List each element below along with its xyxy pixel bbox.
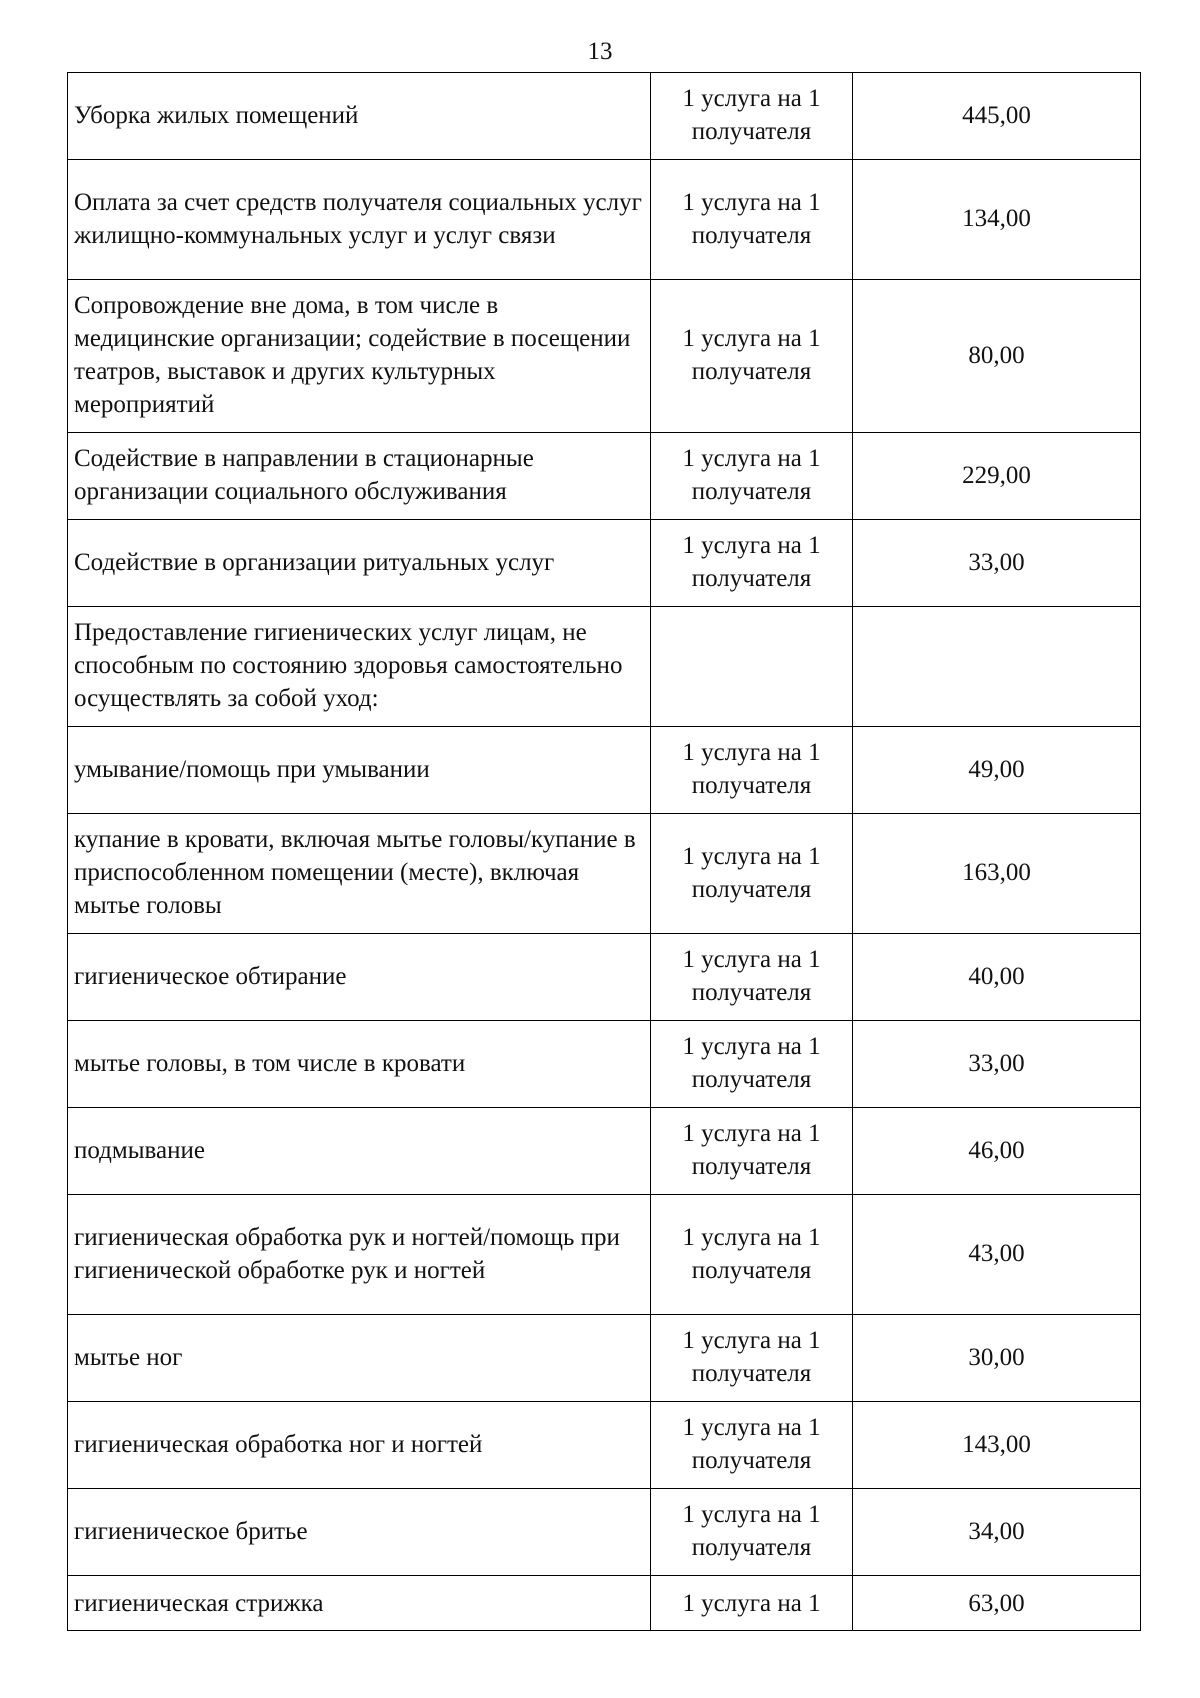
unit-cell: 1 услуга на 1 [651, 1576, 853, 1631]
price-cell: 33,00 [853, 1021, 1141, 1108]
table-row [68, 1402, 1141, 1489]
table-row [68, 1576, 1141, 1631]
table-body [68, 73, 1141, 1631]
unit-cell: 1 услуга на 1 получателя [651, 934, 853, 1021]
unit-cell: 1 услуга на 1 получателя [651, 280, 853, 433]
service-name-cell: мытье ног [68, 1315, 651, 1402]
services-price-table [67, 72, 1141, 1631]
service-name-cell: Оплата за счет средств получателя социальных услуг жилищно-коммунальных услуг и услуг связи [68, 160, 651, 280]
price-cell: 163,00 [853, 814, 1141, 934]
price-cell: 229,00 [853, 433, 1141, 520]
price-cell: 134,00 [853, 160, 1141, 280]
unit-cell: 1 услуга на 1 получателя [651, 433, 853, 520]
unit-cell: 1 услуга на 1 получателя [651, 727, 853, 814]
service-name-cell: Предоставление гигиенических услуг лицам, не способным по состоянию здоровья самостоятельно осуществлять за собой уход: [68, 607, 651, 727]
page-number: 13 [587, 38, 613, 65]
price-cell: 34,00 [853, 1489, 1141, 1576]
table-row [68, 607, 1141, 727]
price-cell: 43,00 [853, 1195, 1141, 1315]
service-name-cell: Содействие в направлении в стационарные организации социального обслуживания [68, 433, 651, 520]
service-name-cell: гигиеническая обработка ног и ногтей [68, 1402, 651, 1489]
table-row [68, 520, 1141, 607]
unit-cell [651, 607, 853, 727]
unit-cell: 1 услуга на 1 получателя [651, 73, 853, 160]
table-row [68, 1021, 1141, 1108]
unit-cell: 1 услуга на 1 получателя [651, 1108, 853, 1195]
price-cell: 46,00 [853, 1108, 1141, 1195]
table-row [68, 1489, 1141, 1576]
price-cell: 63,00 [853, 1576, 1141, 1631]
service-name-cell: Уборка жилых помещений [68, 73, 651, 160]
price-cell: 49,00 [853, 727, 1141, 814]
unit-cell: 1 услуга на 1 получателя [651, 520, 853, 607]
unit-cell: 1 услуга на 1 получателя [651, 1315, 853, 1402]
price-cell: 40,00 [853, 934, 1141, 1021]
service-name-cell: Сопровождение вне дома, в том числе в медицинские организации; содействие в посещении театров, выставок и других культурных мероприятий [68, 280, 651, 433]
service-name-cell: умывание/помощь при умывании [68, 727, 651, 814]
table-row [68, 160, 1141, 280]
table-row [68, 1195, 1141, 1315]
unit-cell: 1 услуга на 1 получателя [651, 1021, 853, 1108]
table-row [68, 433, 1141, 520]
service-name-cell: Содействие в организации ритуальных услуг [68, 520, 651, 607]
service-name-cell: подмывание [68, 1108, 651, 1195]
unit-cell: 1 услуга на 1 получателя [651, 1402, 853, 1489]
price-cell: 30,00 [853, 1315, 1141, 1402]
service-name-cell: гигиеническое бритье [68, 1489, 651, 1576]
service-name-cell: купание в кровати, включая мытье головы/купание в приспособленном помещении (месте), включая мытье головы [68, 814, 651, 934]
table-row [68, 1315, 1141, 1402]
price-cell: 80,00 [853, 280, 1141, 433]
table-row [68, 1108, 1141, 1195]
service-name-cell: гигиеническое обтирание [68, 934, 651, 1021]
service-name-cell: гигиеническая стрижка [68, 1576, 651, 1631]
price-cell [853, 607, 1141, 727]
price-cell: 445,00 [853, 73, 1141, 160]
table-row [68, 280, 1141, 433]
price-cell: 33,00 [853, 520, 1141, 607]
unit-cell: 1 услуга на 1 получателя [651, 1489, 853, 1576]
unit-cell: 1 услуга на 1 получателя [651, 814, 853, 934]
table-row [68, 814, 1141, 934]
table-row [68, 73, 1141, 160]
table-row [68, 934, 1141, 1021]
price-cell: 143,00 [853, 1402, 1141, 1489]
unit-cell: 1 услуга на 1 получателя [651, 1195, 853, 1315]
unit-cell: 1 услуга на 1 получателя [651, 160, 853, 280]
table-row [68, 727, 1141, 814]
service-name-cell: гигиеническая обработка рук и ногтей/помощь при гигиенической обработке рук и ногтей [68, 1195, 651, 1315]
service-name-cell: мытье головы, в том числе в кровати [68, 1021, 651, 1108]
